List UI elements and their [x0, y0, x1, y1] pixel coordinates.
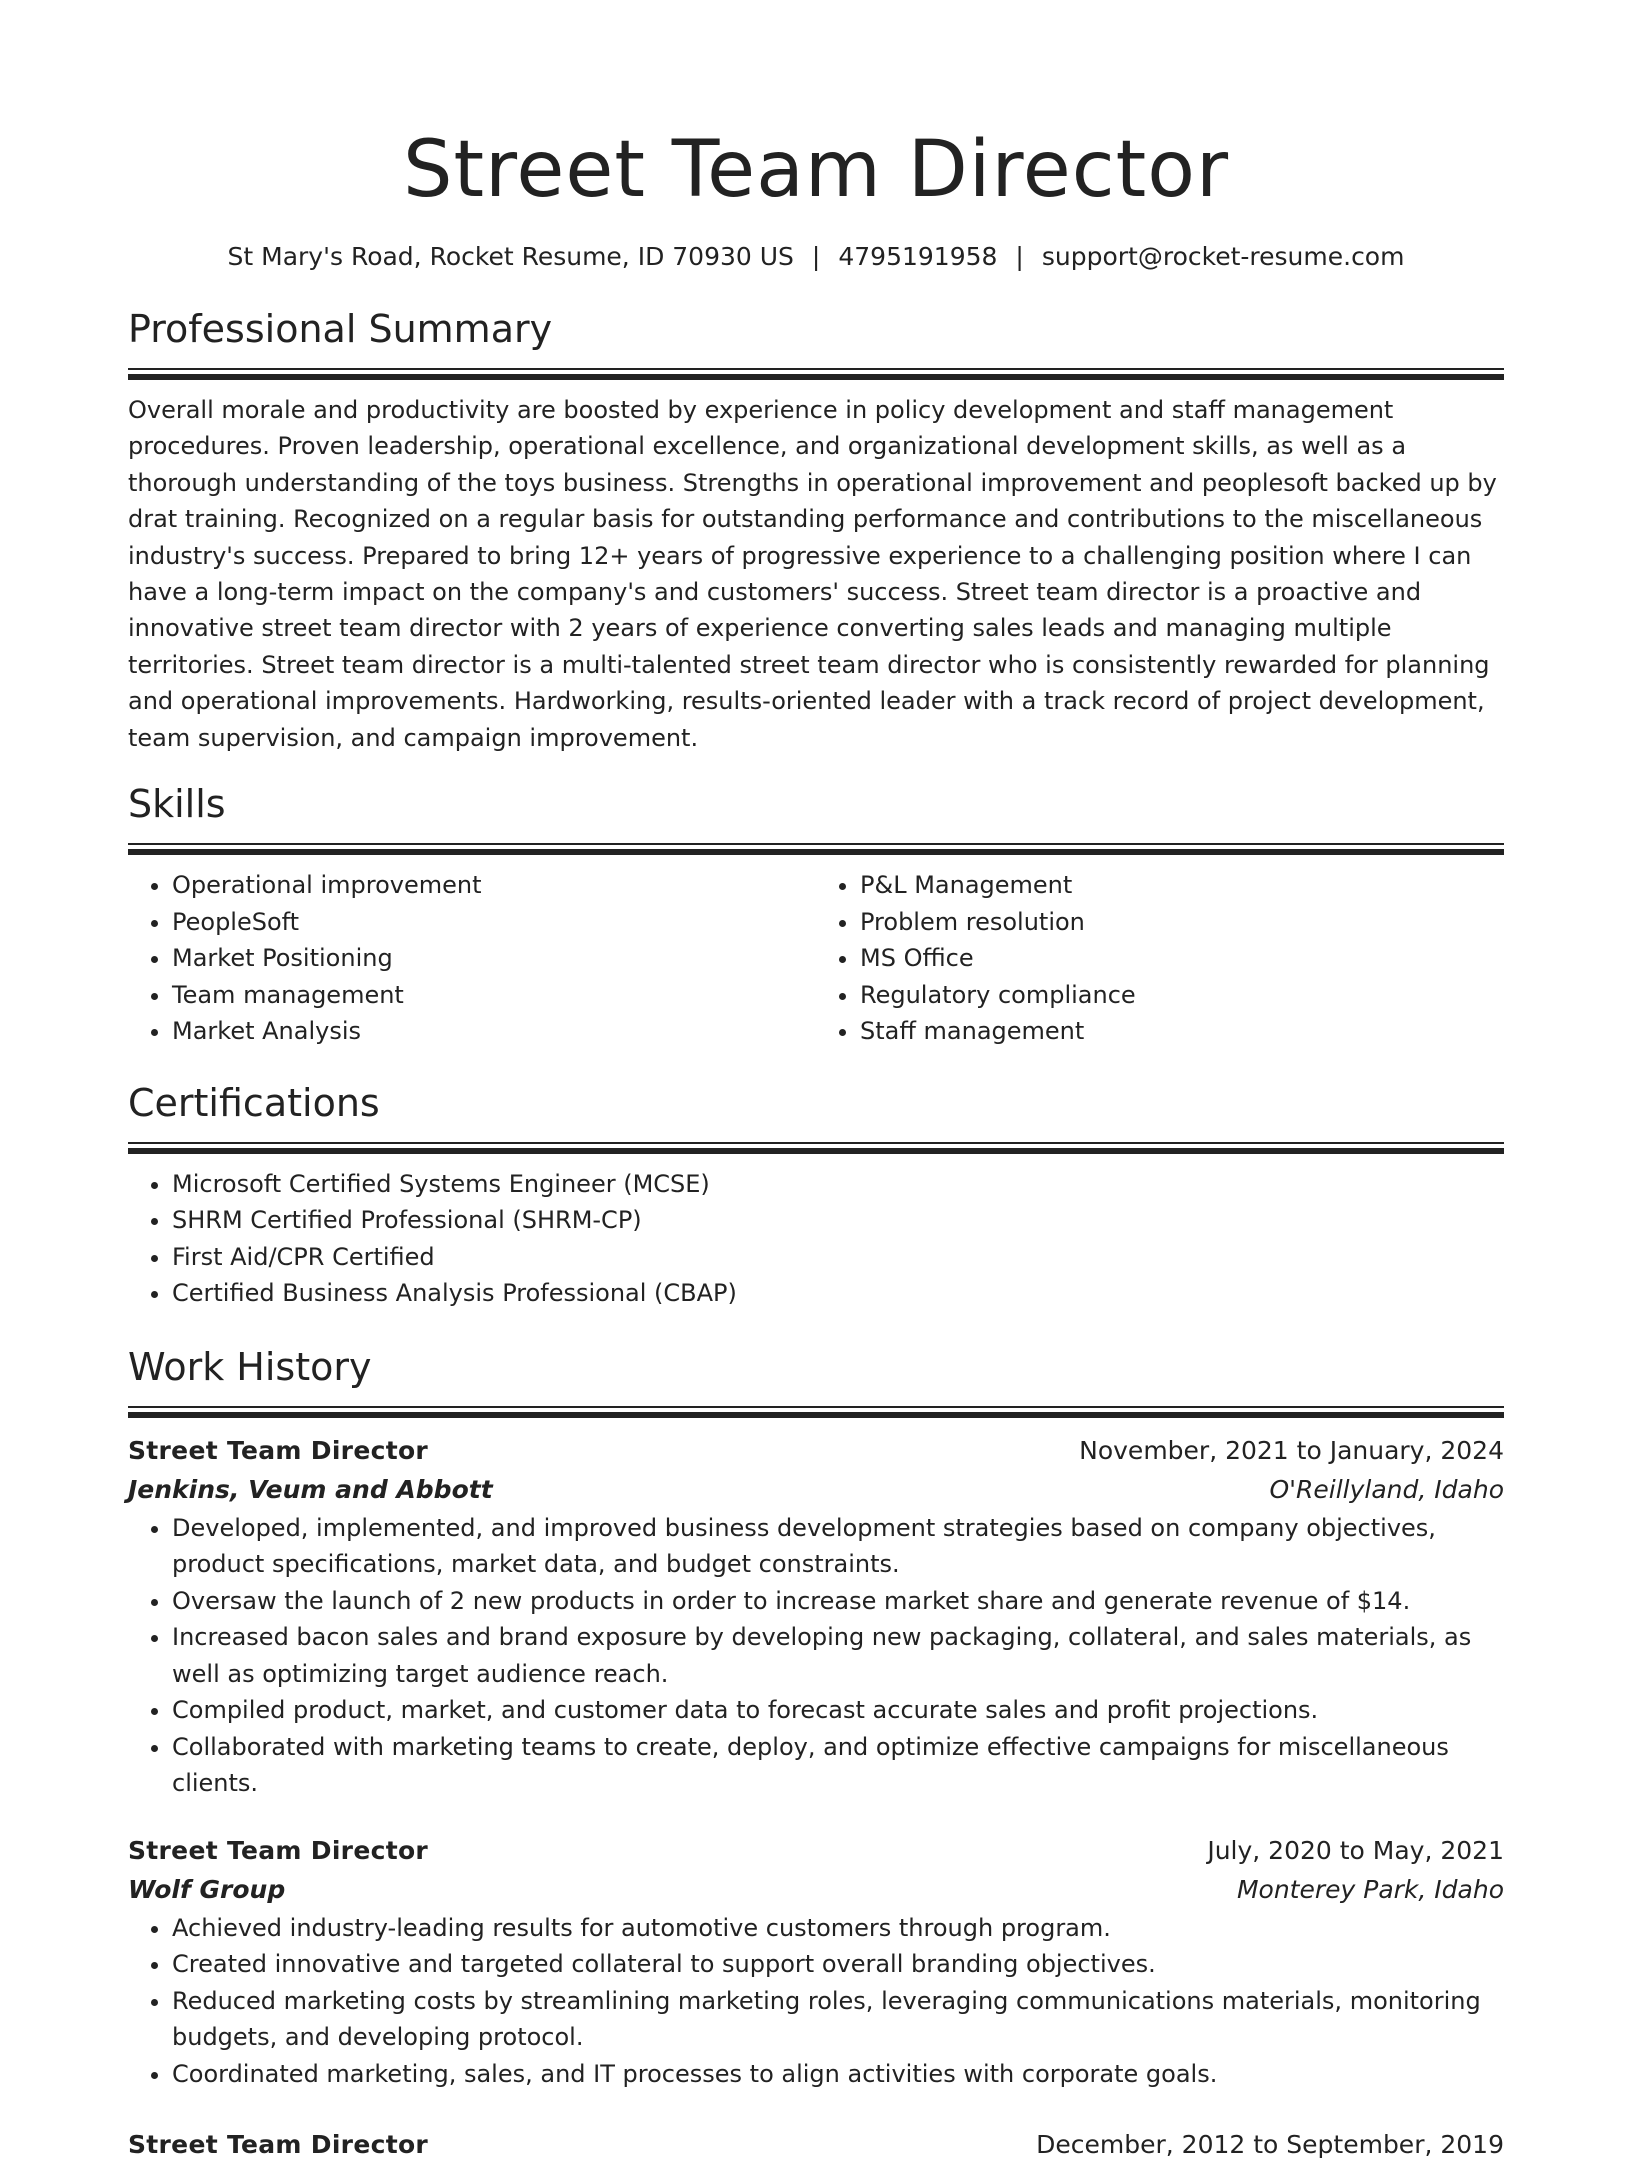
skills-list-left — [128, 867, 816, 1050]
skill-item: • Problem resolution — [860, 904, 1504, 941]
job-entry — [128, 1432, 1504, 1802]
skill-item: • Team management — [172, 977, 816, 1014]
job-bullet: • Oversaw the launch of 2 new products in order to increase market share and generate revenue of $14. — [172, 1583, 1504, 1620]
work-history-heading: Work History — [128, 1344, 372, 1389]
job-title: Street Team Director — [128, 1435, 429, 1465]
section-divider — [128, 1142, 1504, 1154]
job-location: O'Reillyland, Idaho — [1269, 1474, 1504, 1504]
job-title: Street Team Director — [128, 1835, 429, 1865]
job-bullets — [128, 1510, 1504, 1802]
skill-item: • Market Analysis — [172, 1013, 816, 1050]
job-title: Street Team Director — [128, 2130, 429, 2160]
skill-item: • MS Office — [860, 940, 1504, 977]
skill-item: • Staff management — [860, 1013, 1504, 1050]
job-company: Wolf Group — [128, 1874, 286, 1904]
job-entry — [128, 1832, 1504, 2093]
certification-item: • SHRM Certified Professional (SHRM-CP) — [172, 1202, 1504, 1239]
job-location: Monterey Park, Idaho — [1236, 1874, 1504, 1904]
contact-separator: | — [1015, 242, 1024, 271]
contact-email: support@rocket-resume.com — [1041, 242, 1405, 271]
resume-page — [128, 0, 1504, 2164]
skills-grid — [128, 867, 1504, 1050]
job-dates: November, 2021 to January, 2024 — [1079, 1435, 1504, 1465]
job-bullet: • Developed, implemented, and improved business development strategies based on company objectives, product specifications, market data, and budget constraints. — [172, 1510, 1504, 1583]
job-bullet: • Achieved industry-leading results for automotive customers through program. — [172, 1910, 1504, 1947]
contact-address: St Mary's Road, Rocket Resume, ID 70930 US — [227, 242, 794, 271]
contact-line — [128, 240, 1504, 274]
job-dates: December, 2012 to September, 2019 — [1036, 2130, 1504, 2160]
job-header — [128, 2126, 1504, 2164]
job-bullet: • Increased bacon sales and brand exposure by developing new packaging, collateral, and sales materials, as well as optimizing target audience reach. — [172, 1619, 1504, 1692]
candidate-name: Street Team Director — [402, 125, 1230, 215]
section-divider — [128, 843, 1504, 855]
job-subheader — [128, 1870, 1504, 1910]
skills-heading: Skills — [128, 782, 226, 827]
certification-item: • Microsoft Certified Systems Engineer (MCSE) — [172, 1166, 1504, 1203]
job-bullets — [128, 1910, 1504, 2093]
job-dates: July, 2020 to May, 2021 — [1207, 1835, 1504, 1865]
job-bullet: • Reduced marketing costs by streamlining marketing roles, leveraging communications materials, monitoring budgets, and developing protocol. — [172, 1983, 1504, 2056]
job-bullet: • Collaborated with marketing teams to create, deploy, and optimize effective campaigns for miscellaneous clients. — [172, 1729, 1504, 1802]
certification-item: • First Aid/CPR Certified — [172, 1239, 1504, 1276]
skill-item: • PeopleSoft — [172, 904, 816, 941]
job-header — [128, 1832, 1504, 1870]
section-divider — [128, 1406, 1504, 1418]
summary-heading: Professional Summary — [128, 307, 553, 351]
job-bullet: • Compiled product, market, and customer data to forecast accurate sales and profit projections. — [172, 1692, 1504, 1729]
section-divider — [128, 368, 1504, 380]
job-subheader — [128, 1470, 1504, 1510]
certifications-section — [128, 1078, 1504, 1312]
skills-list-right — [816, 867, 1504, 1050]
skill-item: • P&L Management — [860, 867, 1504, 904]
job-entry — [128, 2126, 1504, 2164]
job-header — [128, 1432, 1504, 1470]
work-history-section — [128, 1342, 1504, 2164]
contact-phone: 4795191958 — [838, 242, 998, 271]
summary-text: Overall morale and productivity are boosted by experience in policy development and staff management procedures. Proven leadership, operational excellence, and organizational development skills, as well as a thorough understanding of the toys business. Strengths in operational improvement and peoplesoft backed up by drat training. Recognized on a regular basis for outstanding performance and contributions to the miscellaneous industry's success. Prepared to bring 12+ years of progressive experience to a challenging position where I can have a long-term impact on the company's and customers' success. Street team director is a proactive and innovative street team director with 2 years of experience converting sales leads and managing multiple territories. Street team director is a multi-talented street team director who is consistently rewarded for planning and operational improvements. Hardworking, results-oriented leader with a track record of project development, team supervision, and campaign improvement. — [128, 396, 1497, 752]
certifications-heading: Certifications — [128, 1080, 380, 1125]
job-company: Jenkins, Veum and Abbott — [128, 1474, 493, 1504]
job-bullet: • Created innovative and targeted collateral to support overall branding objectives. — [172, 1946, 1504, 1983]
skill-item: • Operational improvement — [172, 867, 816, 904]
certifications-list — [128, 1166, 1504, 1312]
skill-item: • Market Positioning — [172, 940, 816, 977]
contact-separator: | — [811, 242, 821, 271]
job-bullet: • Coordinated marketing, sales, and IT processes to align activities with corporate goals. — [172, 2056, 1504, 2093]
skills-section — [128, 779, 1504, 1050]
certification-item: • Certified Business Analysis Professional (CBAP) — [172, 1275, 1504, 1312]
summary-section — [128, 304, 1504, 756]
skill-item: • Regulatory compliance — [860, 977, 1504, 1014]
